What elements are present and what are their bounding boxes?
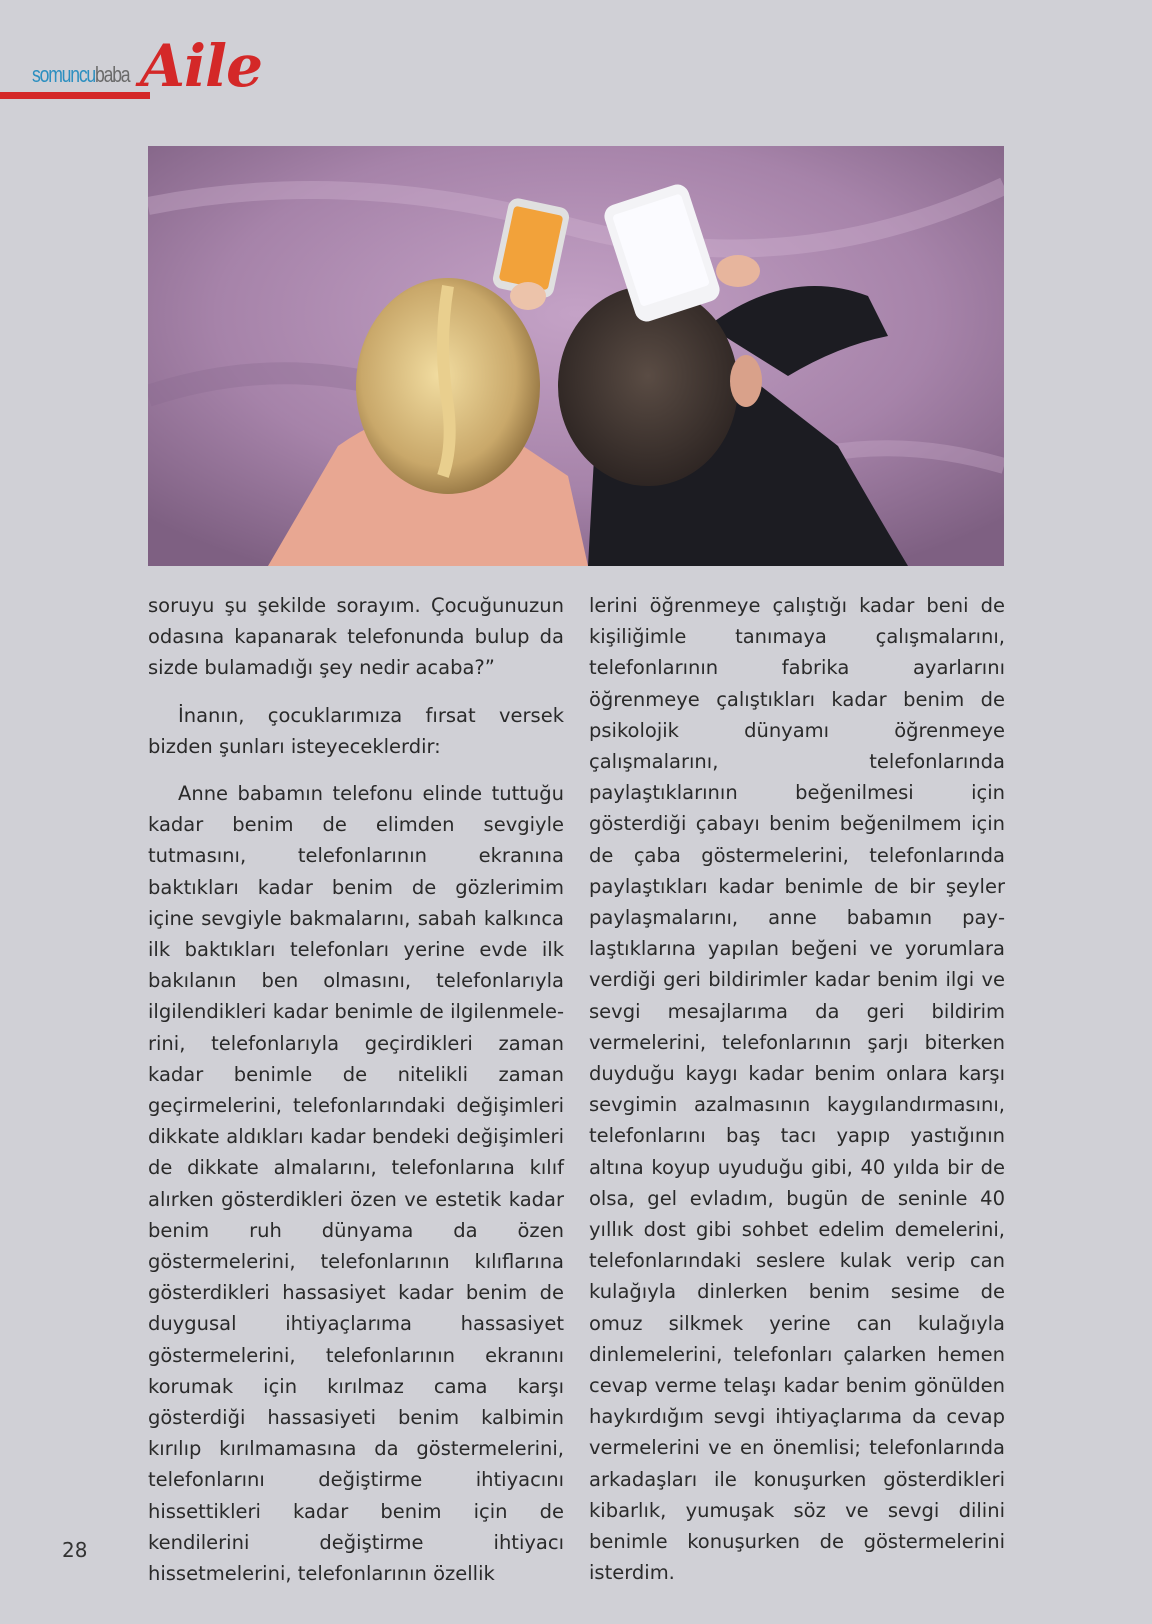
article-photo: [148, 146, 1004, 566]
header-red-bar: [0, 92, 150, 99]
magazine-header: [0, 32, 262, 118]
brand-logo: [32, 62, 129, 88]
paragraph: İnanın, çocuklarımıza fırsat versek bizden şunları isteyeceklerdir:: [148, 703, 564, 758]
article-column-right: [589, 590, 1005, 1589]
page-number: 28: [62, 1538, 88, 1562]
paragraph: Anne babamın telefonu elinde tuttuğu kadar benim de elimden sevgiyle tutmasını, telefonlarının ekranına baktıkları kadar benim de gözlerimim içine sevgiyle bakmalarını, sabah kalkınca ilk baktıkları telefonları yerine evde ilk bakılanın ben olmasını, telefonlarıyla ilgilendikleri kadar benimle de ilgilenmelerini, telefonlarıyla geçirdikleri zaman kadar benimle de nitelikli zaman geçirmelerini, telefonlarındaki değişimleri dikkate aldıkları kadar bendeki değişimleri de dikkate almalarını, telefonlarına kılıf alırken gösterdikleri özen ve estetik kadar benim ruh dünyama da özen göstermelerini, telefonlarının kılıflarına gösterdikleri hassasiyet kadar benim de duygusal ihtiyaçlarıma hassasiyet göstermelerini, telefonlarının ekranını korumak için kırılmaz cama karşı gösterdiği hassasiyeti benim kalbimin kırılıp kırılmamasına da göstermelerini, telefonlarını değiştirme ihtiyacını hissettikleri kadar benim için de kendilerini değiştirme ihtiyacı hissetmelerini, telefonlarının özellik: [148, 782, 564, 1586]
brand-logo-part2: baba: [95, 62, 130, 87]
brand-logo-part1: somuncu: [32, 62, 96, 87]
paragraph: soruyu şu şekilde sorayım. Çocuğunuzun odasına kapanarak telefonunda bulup da sizde bulamadığı şey nedir acaba?”: [148, 594, 564, 680]
article-column-left: [148, 590, 564, 1589]
paragraph: lerini öğrenmeye çalıştığı kadar beni de kişiliğimle tanımaya çalışmalarını, telefonlarının fabrika ayarlarını öğrenmeye çalıştıkları kadar benim de psikolojik dünyamı öğrenmeye çalışmalarını, telefonlarında paylaştıklarının beğenilmesi için gösterdiği çabayı benim beğenilmem için de çaba göstermelerini, telefonlarında paylaştıkları kadar benimle de bir şeyler paylaşmalarını, anne babamın paylaştıklarına yapılan beğeni ve yorumlara verdiği geri bildirimler kadar benim ilgi ve sevgi mesajlarıma da geri bildirim vermelerini, telefonlarının şarjı biterken duyduğu kaygı kadar benim onlara karşı sevgimin azalmasının kaygılandırmasını, telefonlarını baş tacı yapıp yastığının altına koyup uyuduğu gibi, 40 yılda bir de olsa, gel evladım, bugün de seninle 40 yıllık dost gibi sohbet edelim demelerini, telefonlarındaki seslere kulak verip can kulağıyla dinlerken benim sesime de omuz silkmek yerine can kulağıyla dinlemelerini, telefonları çalarken hemen cevap verme telaşı kadar benim gönülden haykırdığım sevgi ihtiyaçlarıma da cevap vermelerini ve en önemlisi; telefonlarında arkadaşları ile konuşurken gösterdikleri kibarlık, yumuşak söz ve sevgi dilini benimle konuşurken de göstermelerini isterdim.: [589, 594, 1005, 1585]
section-title: Aile: [140, 32, 262, 100]
photo-children-with-phones-icon: [148, 146, 1004, 566]
